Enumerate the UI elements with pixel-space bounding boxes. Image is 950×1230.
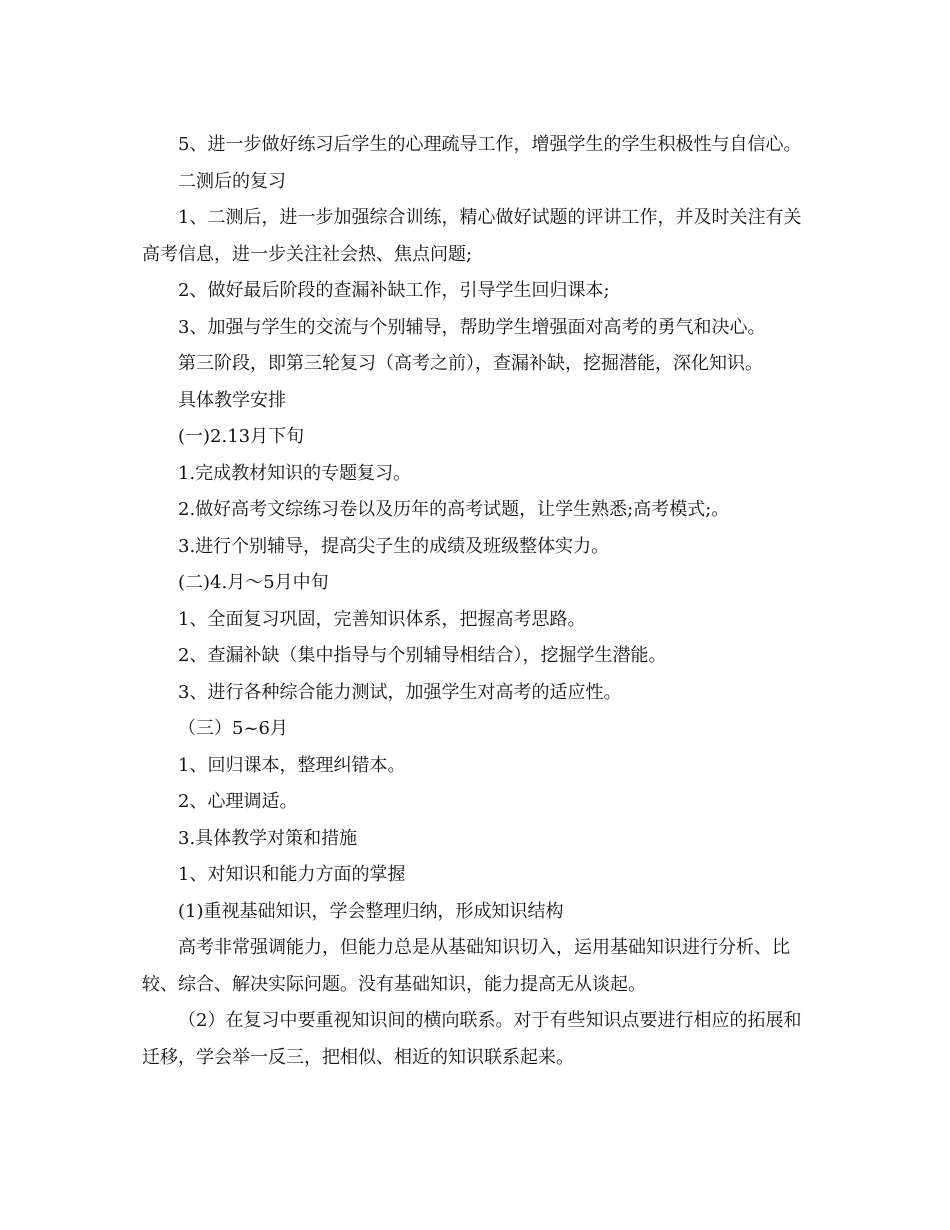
list-item: 1、回归课本，整理纠错本。 <box>178 754 406 776</box>
paragraph: 3、加强与学生的交流与个别辅导，帮助学生增强面对高考的勇气和决心。 <box>178 316 766 338</box>
paragraph: （2）在复习中要重视知识间的横向联系。对于有些知识点要进行相应的拓展和迁移，学会举一反三，把相似、相近的知识联系起来。 <box>142 1010 802 1068</box>
paragraph: 高考非常强调能力，但能力总是从基础知识切入，运用基础知识进行分析、比较、综合、解决实际问题。没有基础知识，能力提高无从谈起。 <box>142 937 790 995</box>
list-item: 2、查漏补缺（集中指导与个别辅导相结合），挖掘学生潜能。 <box>178 645 667 666</box>
paragraph: 5、进一步做好练习后学生的心理疏导工作，增强学生的学生积极性与自信心。 <box>178 134 802 155</box>
paragraph: 1、二测后，进一步加强综合训练，精心做好试题的评讲工作，并及时关注有关高考信息，进一步关注社会热、焦点问题; <box>142 207 802 265</box>
section-heading: 二测后的复习 <box>178 170 286 192</box>
list-item: 1.完成教材知识的专题复习。 <box>178 462 412 484</box>
subsection-heading: (二)4.月～5月中旬 <box>178 572 329 593</box>
subsection-heading: (一)2.13月下旬 <box>178 426 305 447</box>
section-heading: 3.具体教学对策和措施 <box>178 827 358 849</box>
list-item: 1、全面复习巩固，完善知识体系，把握高考思路。 <box>178 608 586 630</box>
list-item: 2.做好高考文综练习卷以及历年的高考试题，让学生熟悉;高考模式;。 <box>178 499 730 520</box>
paragraph: 第三阶段，即第三轮复习（高考之前），查漏补缺，挖掘潜能，深化知识。 <box>178 353 763 374</box>
section-heading: 具体教学安排 <box>178 389 286 411</box>
subsection-heading: (1)重视基础知识，学会整理归纳，形成知识结构 <box>178 900 564 922</box>
subsection-heading: （三）5~6月 <box>178 718 288 739</box>
document-body <box>142 127 812 1076</box>
subsection-heading: 1、对知识和能力方面的掌握 <box>178 864 406 885</box>
list-item: 3、进行各种综合能力测试，加强学生对高考的适应性。 <box>178 681 622 703</box>
list-item: 3.进行个别辅导，提高尖子生的成绩及班级整体实力。 <box>178 535 610 557</box>
paragraph: 2、做好最后阶段的查漏补缺工作，引导学生回归课本; <box>178 280 610 301</box>
list-item: 2、心理调适。 <box>178 791 298 812</box>
